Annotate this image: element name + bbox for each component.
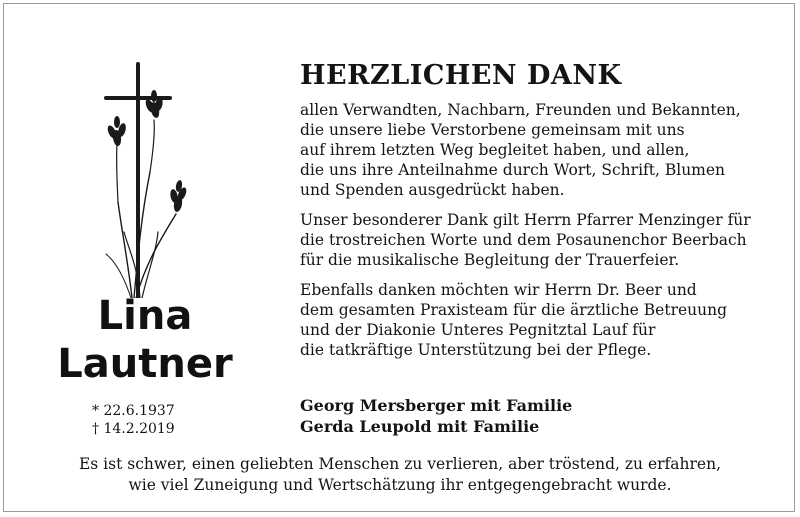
footer-line: Es ist schwer, einen geliebten Menschen zu verlieren, aber tröstend, zu erfahren, [78, 455, 721, 473]
deceased-name [40, 292, 250, 388]
text-line: Ebenfalls danken möchten wir Herrn Dr. Beer und [300, 281, 697, 299]
text-line: auf ihrem letzten Weg begleitet haben, und allen, [300, 141, 690, 159]
paragraph-thanks-pastor [300, 210, 780, 270]
text-line: allen Verwandten, Nachbarn, Freunden und Bekannten, [300, 101, 741, 119]
birth-date: * 22.6.1937 [92, 403, 175, 419]
text-line: und der Diakonie Unteres Pegnitztal Lauf für [300, 321, 656, 339]
cross-with-wheat-icon [98, 62, 198, 298]
text-line: Unser besonderer Dank gilt Herrn Pfarrer Menzinger für [300, 211, 751, 229]
footer-line: wie viel Zuneigung und Wertschätzung ihr entgegengebracht wurde. [128, 476, 672, 494]
text-line: die uns ihre Anteilnahme durch Wort, Schrift, Blumen [300, 161, 726, 179]
heading: HERZLICHEN DANK [300, 60, 622, 91]
first-name: Lina [97, 293, 193, 339]
text-line: die tatkräftige Unterstützung bei der Pflege. [300, 341, 652, 359]
signer: Georg Mersberger mit Familie [300, 396, 573, 415]
text-line: für die musikalische Begleitung der Trauerfeier. [300, 251, 680, 269]
thanks-text [300, 58, 780, 370]
last-name: Lautner [57, 341, 233, 387]
text-line: die unsere liebe Verstorbene gemeinsam mit uns [300, 121, 685, 139]
text-line: dem gesamten Praxisteam für die ärztliche Betreuung [300, 301, 728, 319]
life-dates [92, 402, 175, 438]
paragraph-thanks-relatives [300, 100, 780, 200]
signer: Gerda Leupold mit Familie [300, 417, 540, 436]
text-line: und Spenden ausgedrückt haben. [300, 181, 565, 199]
signers [300, 395, 572, 437]
text-line: die trostreichen Worte und dem Posaunenchor Beerbach [300, 231, 747, 249]
death-date: † 14.2.2019 [92, 421, 175, 437]
footer-quote [0, 454, 800, 496]
paragraph-thanks-doctor [300, 280, 780, 360]
